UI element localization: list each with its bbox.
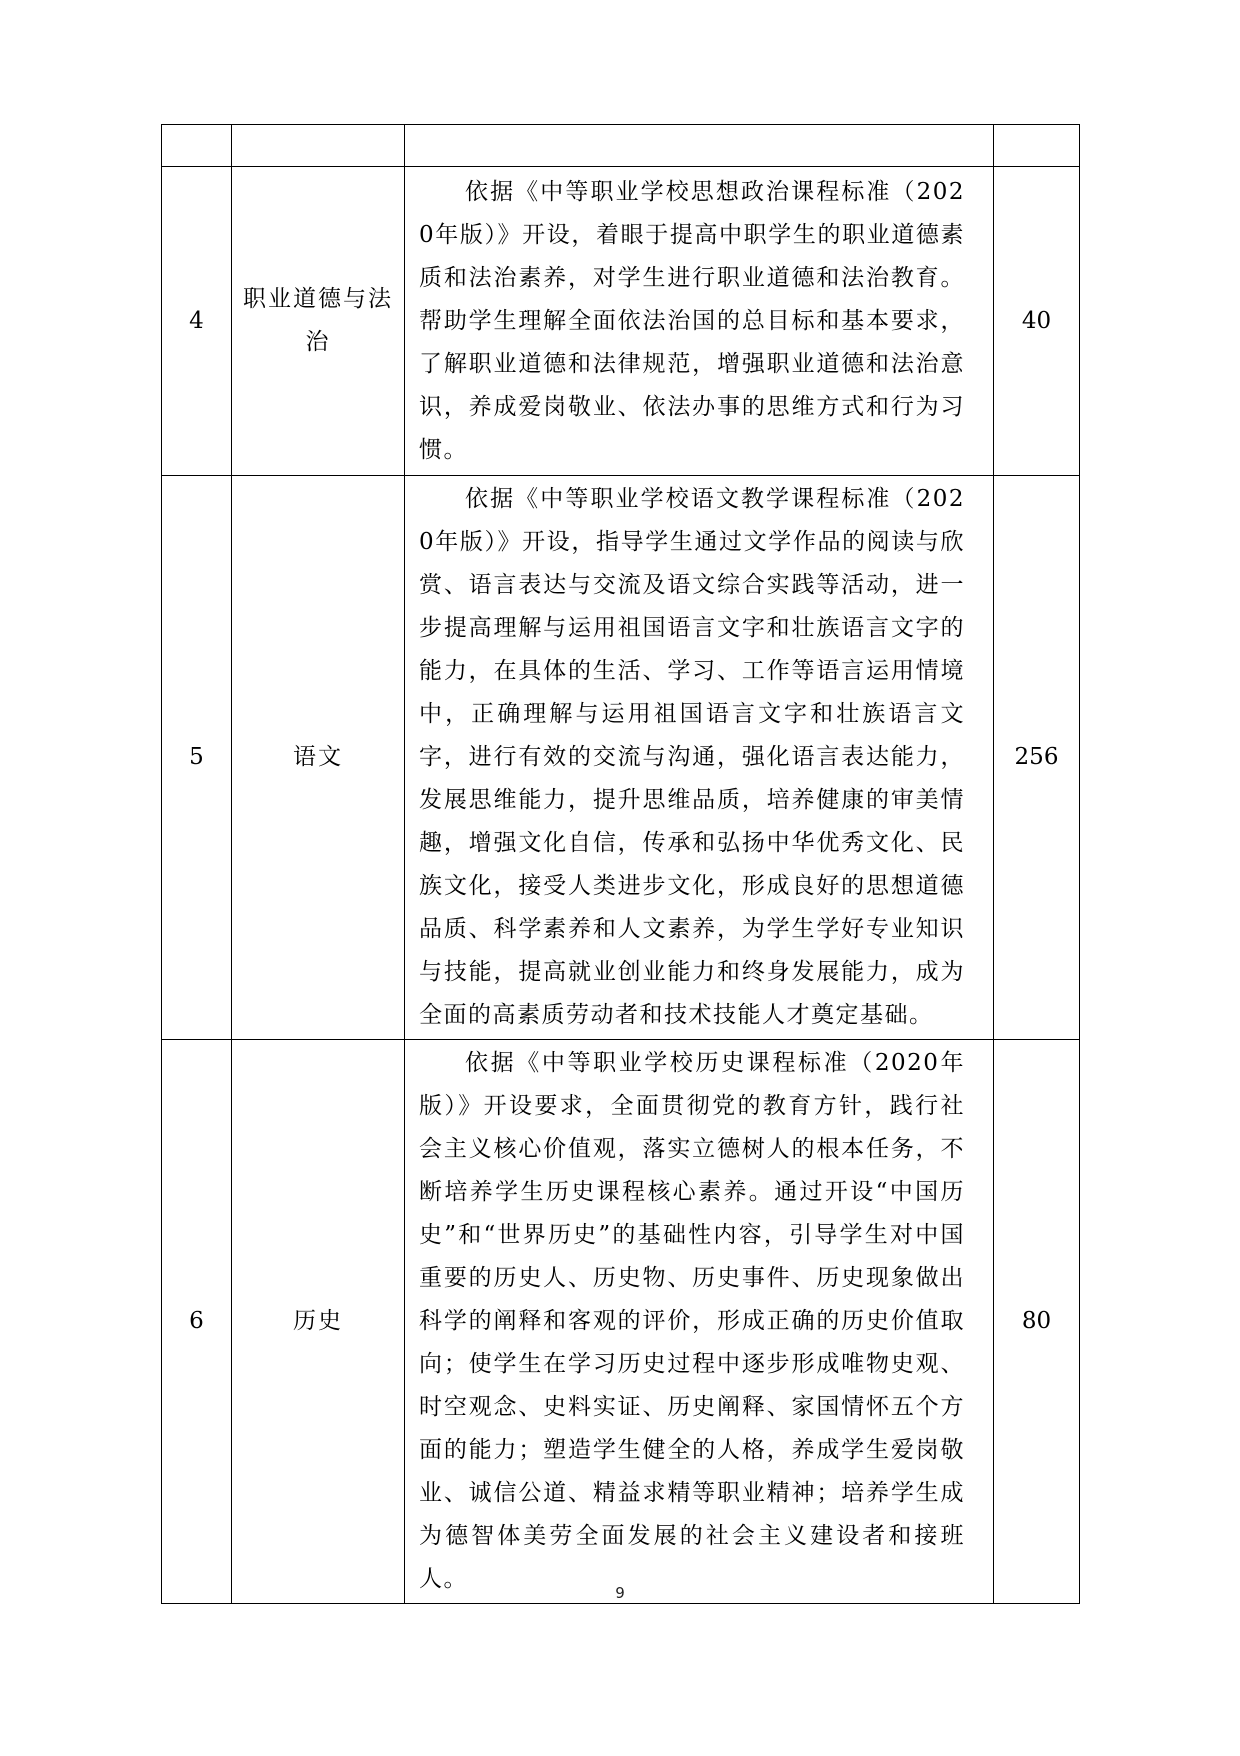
course-name: 历史 <box>232 1040 405 1604</box>
course-table <box>161 124 1080 1604</box>
blank-cell <box>232 125 405 167</box>
blank-cell <box>405 125 994 167</box>
page-number: 9 <box>615 1584 625 1602</box>
table-row-blank <box>162 125 1080 167</box>
course-number: 6 <box>162 1040 232 1604</box>
course-description: 依据《中等职业学校历史课程标准（2020年版）》开设要求，全面贯彻党的教育方针，践行社会主义核心价值观，落实立德树人的根本任务，不断培养学生历史课程核心素养。通过开设“中国历史”和“世界历史”的基础性内容，引导学生对中国重要的历史人、历史物、历史事件、历史现象做出科学的阐释和客观的评价，形成正确的历史价值取向；使学生在学习历史过程中逐步形成唯物史观、时空观念、史料实证、历史阐释、家国情怀五个方面的能力；塑造学生健全的人格，养成学生爱岗敬业、诚信公道、精益求精等职业精神；培养学生成为德智体美劳全面发展的社会主义建设者和接班人。 <box>405 1040 994 1604</box>
course-description: 依据《中等职业学校思想政治课程标准（2020年版）》开设，着眼于提高中职学生的职业道德素质和法治素养，对学生进行职业道德和法治教育。帮助学生理解全面依法治国的总目标和基本要求，了解职业道德和法律规范，增强职业道德和法治意识，养成爱岗敬业、依法办事的思维方式和行为习惯。 <box>405 167 994 476</box>
course-number: 5 <box>162 476 232 1040</box>
course-hours: 80 <box>994 1040 1080 1604</box>
table-row <box>162 476 1080 1040</box>
course-description: 依据《中等职业学校语文教学课程标准（2020年版）》开设，指导学生通过文学作品的阅读与欣赏、语言表达与交流及语文综合实践等活动，进一步提高理解与运用祖国语言文字和壮族语言文字的能力，在具体的生活、学习、工作等语言运用情境中，正确理解与运用祖国语言文字和壮族语言文字，进行有效的交流与沟通，强化语言表达能力，发展思维能力，提升思维品质，培养健康的审美情趣，增强文化自信，传承和弘扬中华优秀文化、民族文化，接受人类进步文化，形成良好的思想道德品质、科学素养和人文素养，为学生学好专业知识与技能，提高就业创业能力和终身发展能力，成为全面的高素质劳动者和技术技能人才奠定基础。 <box>405 476 994 1040</box>
course-number: 4 <box>162 167 232 476</box>
course-hours: 40 <box>994 167 1080 476</box>
course-name: 语文 <box>232 476 405 1040</box>
table-row <box>162 1040 1080 1604</box>
course-hours: 256 <box>994 476 1080 1040</box>
blank-cell <box>162 125 232 167</box>
course-name: 职业道德与法治 <box>232 167 405 476</box>
table-row <box>162 167 1080 476</box>
blank-cell <box>994 125 1080 167</box>
